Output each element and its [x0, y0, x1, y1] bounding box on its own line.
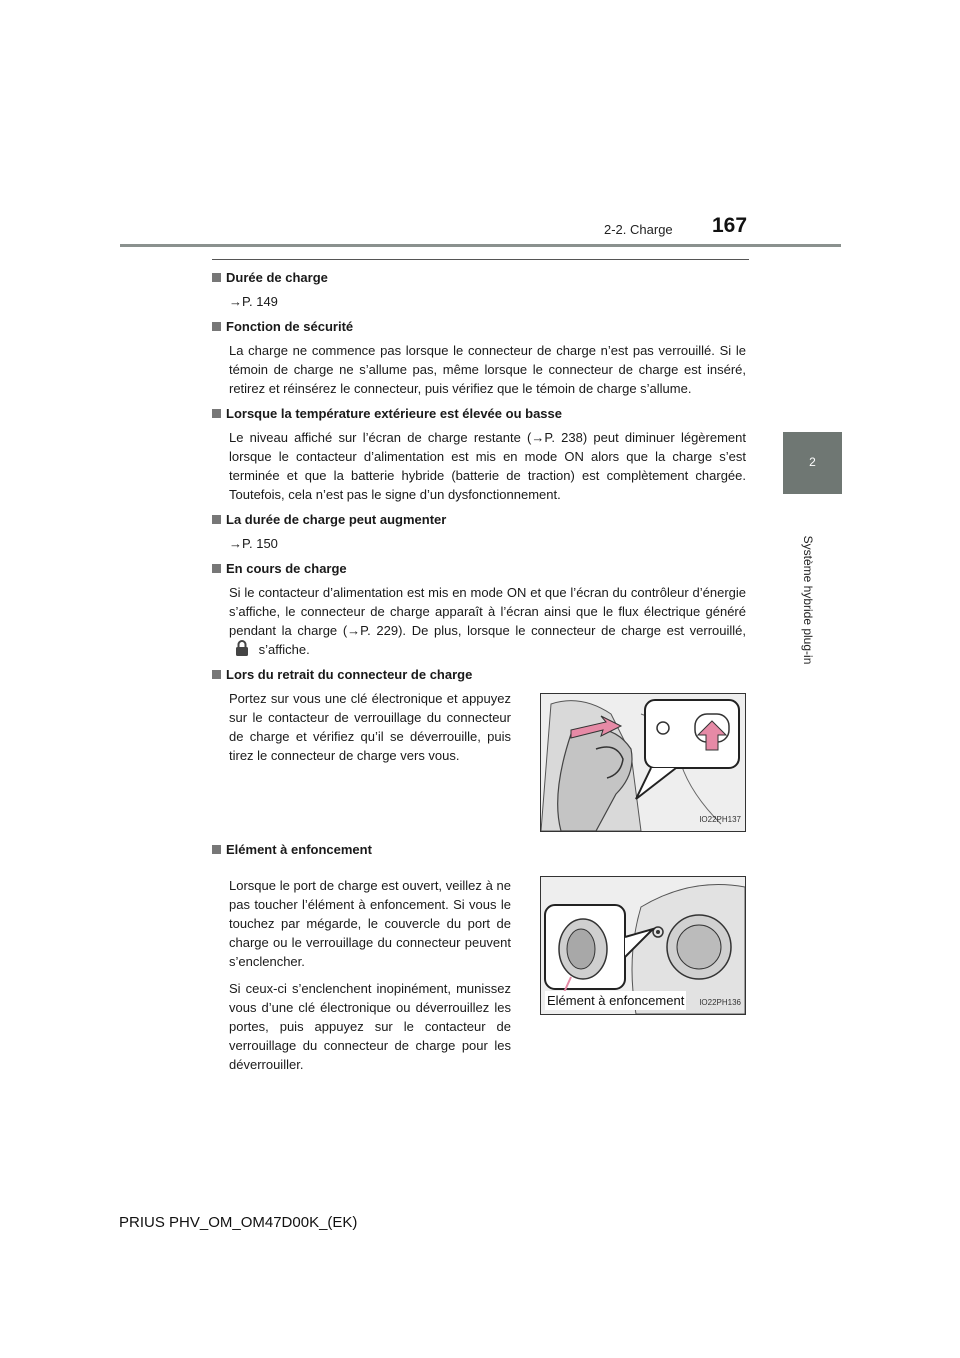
charge-connector-release-figure: [540, 693, 746, 832]
content: [212, 268, 746, 1082]
square-bullet-icon: [212, 845, 221, 854]
figure-callout-label: Elément à enfoncement: [547, 993, 685, 1008]
figure-text: [229, 689, 511, 773]
square-bullet-icon: [212, 515, 221, 524]
chapter-tab-label: Système hybride plug-in: [801, 535, 815, 665]
figure-row: [229, 864, 746, 1082]
figure-code: IO22PH136: [699, 998, 741, 1007]
figure-code: IO22PH137: [699, 815, 741, 824]
figure-row: [229, 689, 746, 832]
square-bullet-icon: [212, 409, 221, 418]
section-title: En cours de charge: [212, 559, 746, 578]
footer-document-id: PRIUS PHV_OM_OM47D00K_(EK): [119, 1214, 358, 1231]
header-rule: [120, 244, 841, 247]
push-element-figure: [540, 876, 746, 1015]
section-title: La durée de charge peut augmenter: [212, 510, 746, 529]
square-bullet-icon: [212, 322, 221, 331]
section-body: Lorsque le port de charge est ouvert, veillez à ne pas toucher l’élément à enfoncement. Si vous le touchez par mégarde, le couvercle du port de charge ou le verrouillage du connecteur peuvent s’enclencher.: [229, 878, 511, 969]
section-title: Fonction de sécurité: [212, 317, 746, 336]
square-bullet-icon: [212, 273, 221, 282]
square-bullet-icon: [212, 670, 221, 679]
section-body: Si le contacteur d’alimentation est mis en mode ON et que l’écran du contrôleur d’énergie s’affiche, le connecteur de charge apparaît à l’écran ainsi que le flux électrique généré pendant la charge (→P. 229). De plus, lorsque le connecteur de charge est verrouillé, s’affiche.: [229, 585, 746, 657]
page-reference: →P. 149: [229, 294, 278, 309]
section-title: Durée de charge: [212, 268, 746, 287]
section-body: Si ceux-ci s’enclenchent inopinément, munissez vous d’une clé électronique ou déverrouillez les portes, puis appuyez sur le contacteur de verrouillage du connecteur de charge pour les déverrouiller.: [229, 981, 511, 1072]
page-reference: →P. 150: [229, 536, 278, 551]
section-title: Lorsque la température extérieure est élevée ou basse: [212, 404, 746, 423]
section-body: La charge ne commence pas lorsque le connecteur de charge n’est pas verrouillé. Si le témoin de charge ne s’allume pas, même lorsque le connecteur de charge est inséré, retirez et réinsérez le connecteur, puis vérifiez que le témoin de charge s’allume.: [229, 343, 746, 396]
section-title: Elément à enfoncement: [212, 840, 746, 859]
header-section: 2-2. Charge: [604, 222, 673, 237]
section-body: Portez sur vous une clé électronique et appuyez sur le contacteur de verrouillage du connecteur de charge et vérifiez qu’il se déverrouille, puis tirez le connecteur de charge vers vous.: [229, 691, 511, 763]
page-number: 167: [712, 214, 748, 237]
lock-icon: [235, 640, 249, 657]
square-bullet-icon: [212, 564, 221, 573]
section-title: Lors du retrait du connecteur de charge: [212, 665, 746, 684]
figure-text: [229, 876, 511, 1082]
section-body: Le niveau affiché sur l’écran de charge restante (→P. 238) peut diminuer légèrement lorsque le contacteur d’alimentation est mis en mode ON alors que la charge s’est terminée et que la batterie hybride (batterie de traction) est complètement chargée. Toutefois, cela n’est pas le signe d’un dysfonctionnement.: [229, 430, 746, 502]
chapter-tab-number: 2: [783, 432, 842, 494]
content-top-rule: [212, 259, 749, 260]
